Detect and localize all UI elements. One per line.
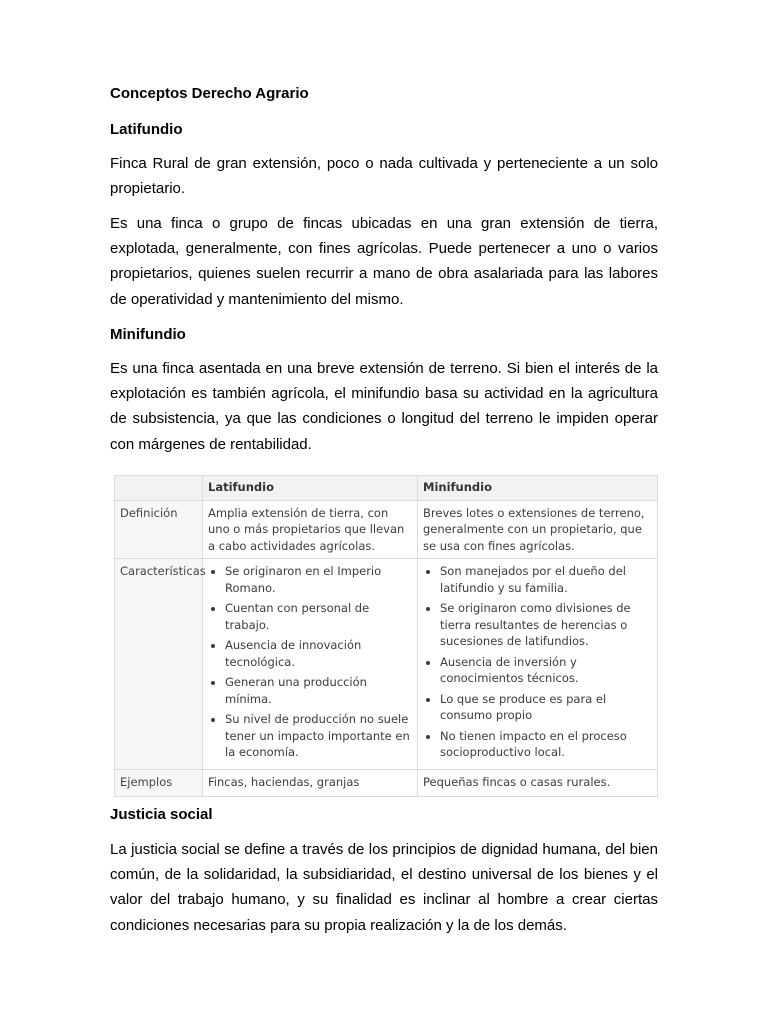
paragraph-minifundio: Es una finca asentada en una breve extensión de terreno. Si bien el interés de la explotación es también agrícola, el minifundio basa su actividad en la agricultura de subsistencia, ya que las condiciones o longitud del terreno le impiden operar con márgenes de rentabilidad. <box>110 360 658 453</box>
list-item: • Ausencia de innovación tecnológica. <box>225 637 412 670</box>
list-item: • Lo que se produce es para el consumo propio <box>440 691 652 724</box>
table-header-latifundio: Latifundio <box>203 476 418 501</box>
list-item: • Generan una producción mínima. <box>225 674 412 707</box>
comparison-table <box>114 475 658 797</box>
table-header-row <box>115 476 658 501</box>
table-row-ejemplos <box>115 769 658 796</box>
list-item: • Ausencia de inversión y conocimientos técnicos. <box>440 654 652 687</box>
table-header-minifundio: Minifundio <box>418 476 658 501</box>
cell-ejemplos-latifundio: Fincas, haciendas, granjas <box>203 769 418 796</box>
cell-caracteristicas-minifundio <box>418 559 658 770</box>
list-item: • No tienen impacto en el proceso socioproductivo local. <box>440 728 652 761</box>
cell-caracteristicas-latifundio <box>203 559 418 770</box>
cell-definicion-minifundio: Breves lotes o extensiones de terreno, generalmente con un propietario, que se usa con fines agrícolas. <box>418 500 658 559</box>
heading-minifundio: Minifundio <box>110 326 186 343</box>
table-row-caracteristicas <box>115 559 658 770</box>
heading-justicia-social: Justicia social <box>110 806 213 823</box>
row-label-caracteristicas: Características <box>115 559 203 770</box>
list-item: • Se originaron en el Imperio Romano. <box>225 563 412 596</box>
table-row-definicion <box>115 500 658 559</box>
list-caracteristicas-latifundio <box>208 563 412 761</box>
heading-latifundio: Latifundio <box>110 121 183 138</box>
cell-definicion-latifundio: Amplia extensión de tierra, con uno o más propietarios que llevan a cabo actividades agrícolas. <box>203 500 418 559</box>
list-item: • Son manejados por el dueño del latifundio y su familia. <box>440 563 652 596</box>
list-item: • Cuentan con personal de trabajo. <box>225 600 412 633</box>
document-title: Conceptos Derecho Agrario <box>110 85 309 102</box>
list-item: • Su nivel de producción no suele tener un impacto importante en la economía. <box>225 711 412 761</box>
list-item: • Se originaron como divisiones de tierra resultantes de herencias o sucesiones de latifundios. <box>440 600 652 650</box>
paragraph-latifundio-2: Es una finca o grupo de fincas ubicadas en una gran extensión de tierra, explotada, generalmente, con fines agrícolas. Puede pertenecer a uno o varios propietarios, quienes suelen recurrir a mano de obra asalariada para las labores de operatividad y mantenimiento del mismo. <box>110 215 658 308</box>
table-header-empty <box>115 476 203 501</box>
cell-ejemplos-minifundio: Pequeñas fincas o casas rurales. <box>418 769 658 796</box>
list-caracteristicas-minifundio <box>423 563 652 761</box>
row-label-ejemplos: Ejemplos <box>115 769 203 796</box>
row-label-definicion: Definición <box>115 500 203 559</box>
paragraph-justicia-social: La justicia social se define a través de los principios de dignidad humana, del bien común, de la solidaridad, la subsidiaridad, el destino universal de los bienes y el valor del trabajo humano, y su finalidad es inclinar al hombre a crear ciertas condiciones necesarias para su propia realización y la de los demás. <box>110 841 658 934</box>
paragraph-latifundio-1: Finca Rural de gran extensión, poco o nada cultivada y perteneciente a un solo propietario. <box>110 155 658 198</box>
